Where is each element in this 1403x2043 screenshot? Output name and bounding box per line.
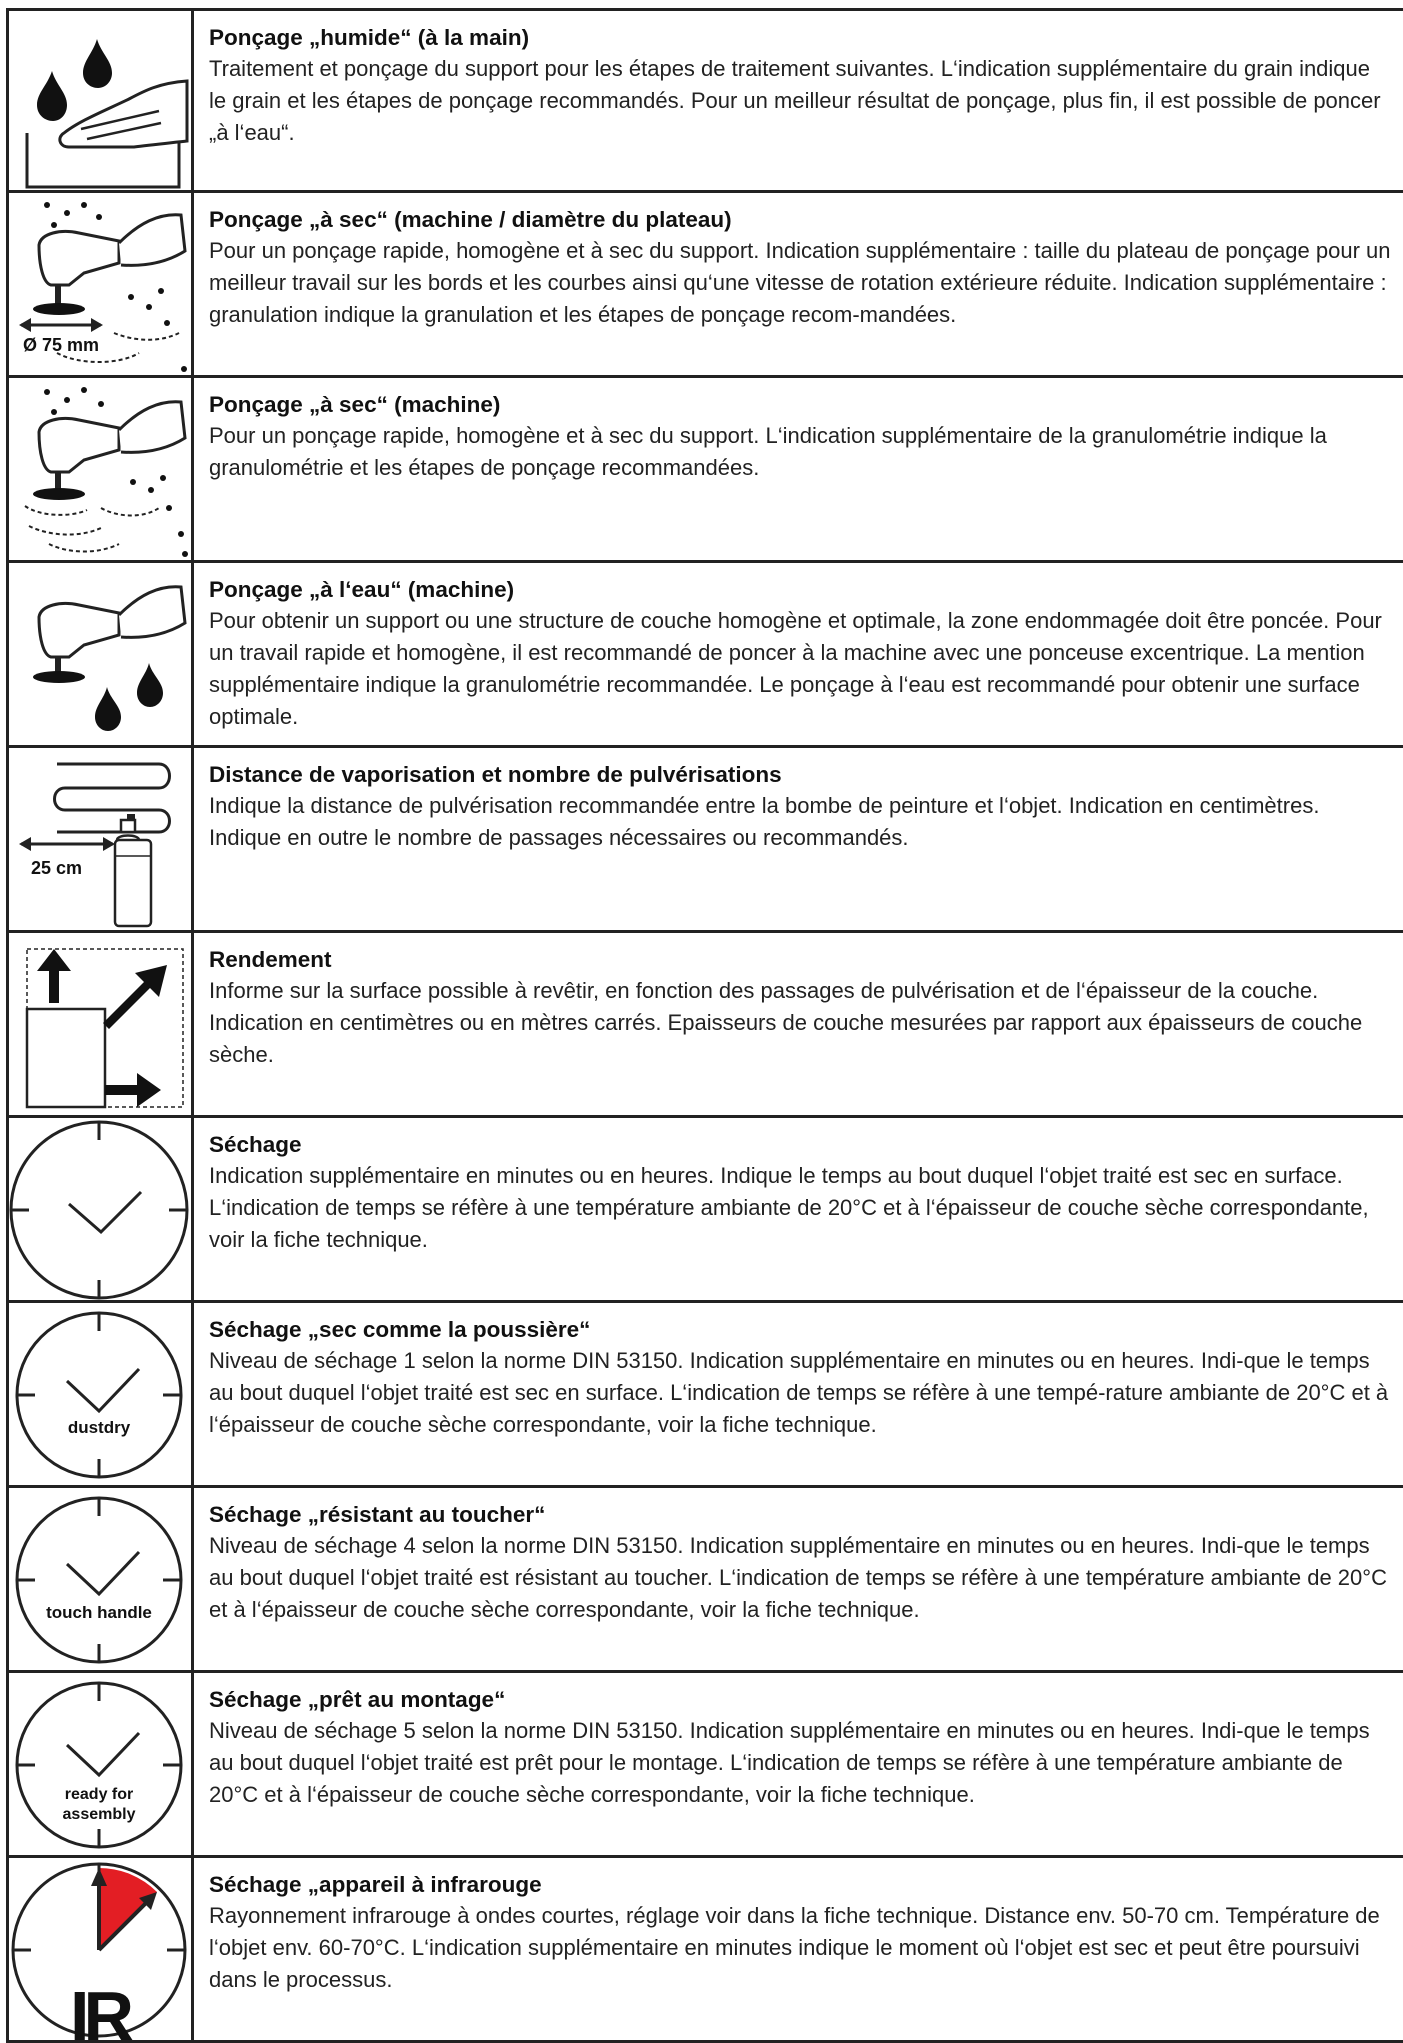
row-title: Ponçage „humide“ (à la main) <box>209 25 530 50</box>
clock-dustdry-icon <box>6 1303 194 1485</box>
row-title: Ponçage „à l‘eau“ (machine) <box>209 577 515 602</box>
table-row <box>6 378 1403 563</box>
row-title: Séchage „sec comme la poussière“ <box>209 1317 591 1342</box>
table-row <box>6 1488 1403 1673</box>
icon-label-line-1: ready for <box>64 1786 134 1803</box>
icon-label: Ø 75 mm <box>23 335 100 355</box>
table-row <box>6 748 1403 933</box>
row-title: Séchage „prêt au montage“ <box>209 1687 506 1712</box>
row-description: Rayonnement infrarouge à ondes courtes, réglage voir dans la fiche technique. Distance env. 50-70 cm. Température de l‘objet env. 60-70°C. L‘indication supplémentaire en minutes indique le moment où l‘objet est sec et peut être poursuivi dans le processus. <box>209 1903 1380 1992</box>
row-description: Pour obtenir un support ou une structure de couche homogène et optimale, la zone endommagée doit être poncée. Pour un travail rapide et homogène, il est recommandé de poncer à la machine avec une ponceuse excentrique. La mention supplémentaire indique la granulométrie recommandée. Le ponçage à l‘eau est recommandé pour obtenir une surface optimale. <box>209 608 1382 729</box>
row-title: Rendement <box>209 947 332 972</box>
row-title: Distance de vaporisation et nombre de pulvérisations <box>209 762 782 787</box>
clock-infrared-icon <box>6 1858 194 2040</box>
row-description: Pour un ponçage rapide, homogène et à sec du support. L‘indication supplémentaire de la granulométrie indique la granulométrie et les étapes de ponçage recommandées. <box>209 423 1327 480</box>
row-description: Niveau de séchage 5 selon la norme DIN 53150. Indication supplémentaire en minutes ou en heures. Indi-que le temps au bout duquel l‘objet traité est prêt pour le montage. L‘indication de temps se réfère à une température ambiante de 20°C et à l‘épaisseur de couche sèche correspondante, voir la fiche technique. <box>209 1718 1370 1807</box>
clock-check-icon <box>6 1118 194 1300</box>
table-row <box>6 11 1403 193</box>
row-description: Traitement et ponçage du support pour les étapes de traitement suivantes. L‘indication supplémentaire du grain indique le grain et les étapes de ponçage recommandés. Pour un meilleur résultat de ponçage, plus fin, il est possible de poncer „à l‘eau“. <box>209 56 1381 145</box>
machine-sanding-diameter-icon <box>6 193 194 375</box>
row-title: Ponçage „à sec“ (machine) <box>209 392 501 417</box>
icon-label: 25 cm <box>31 858 83 878</box>
row-description: Informe sur la surface possible à revêtir, en fonction des passages de pulvérisation et de l‘épaisseur de la couche. Indication en centimètres ou en mètres carrés. Epaisseurs de couche mesurées par rapport aux épaisseurs de couche sèche. <box>209 978 1363 1067</box>
table-row <box>6 1118 1403 1303</box>
icon-label: IR <box>70 1977 128 2040</box>
clock-touch-handle-icon <box>6 1488 194 1670</box>
pictogram-table <box>6 8 1403 2043</box>
clock-ready-for-assembly-icon <box>6 1673 194 1855</box>
machine-sanding-dry-icon <box>6 378 194 560</box>
row-description: Indique la distance de pulvérisation recommandée entre la bombe de peinture et l‘objet. Indication en centimètres. Indique en outre le nombre de passages nécessaires ou recommandés. <box>209 793 1320 850</box>
row-title: Séchage <box>209 1132 302 1157</box>
row-description: Niveau de séchage 4 selon la norme DIN 53150. Indication supplémentaire en minutes ou en heures. Indi-que le temps au bout duquel l‘objet traité est résistant au toucher. L‘indication de temps se réfère à une température ambiante de 20°C et à l‘épaisseur de couche sèche correspondante, voir la fiche technique. <box>209 1533 1387 1622</box>
row-title: Séchage „appareil à infrarouge <box>209 1872 542 1897</box>
coverage-arrows-icon <box>6 933 194 1115</box>
table-row <box>6 1858 1403 2043</box>
hand-sanding-wet-icon <box>6 11 194 190</box>
row-title: Ponçage „à sec“ (machine / diamètre du plateau) <box>209 207 732 232</box>
table-row <box>6 193 1403 378</box>
machine-sanding-wet-icon <box>6 563 194 745</box>
table-row <box>6 1303 1403 1488</box>
row-title: Séchage „résistant au toucher“ <box>209 1502 546 1527</box>
icon-label-line-2: assembly <box>62 1806 136 1823</box>
row-description: Niveau de séchage 1 selon la norme DIN 53150. Indication supplémentaire en minutes ou en heures. Indi-que le temps au bout duquel l‘objet traité est sec en surface. L‘indication de temps se réfère à une tempé-rature ambiante de 20°C et à l‘épaisseur de couche sèche correspondante, voir la fiche technique. <box>209 1348 1389 1437</box>
icon-label: dustdry <box>67 1418 131 1437</box>
table-row <box>6 1673 1403 1858</box>
icon-label: touch handle <box>46 1603 152 1622</box>
row-description: Pour un ponçage rapide, homogène et à sec du support. Indication supplémentaire : taille du plateau de ponçage pour un meilleur travail sur les bords et les courbes ainsi qu‘une vitesse de rotation extérieure réduite. Indication supplémentaire : granulation indique la granulation et les étapes de ponçage recom-mandées. <box>209 238 1391 327</box>
spray-distance-icon <box>6 748 194 930</box>
table-row <box>6 933 1403 1118</box>
row-description: Indication supplémentaire en minutes ou en heures. Indique le temps au bout duquel l‘objet traité est sec en surface. L‘indication de temps se réfère à une température ambiante de 20°C et à l‘épaisseur de couche sèche correspondante, voir la fiche technique. <box>209 1163 1369 1252</box>
table-row <box>6 563 1403 748</box>
